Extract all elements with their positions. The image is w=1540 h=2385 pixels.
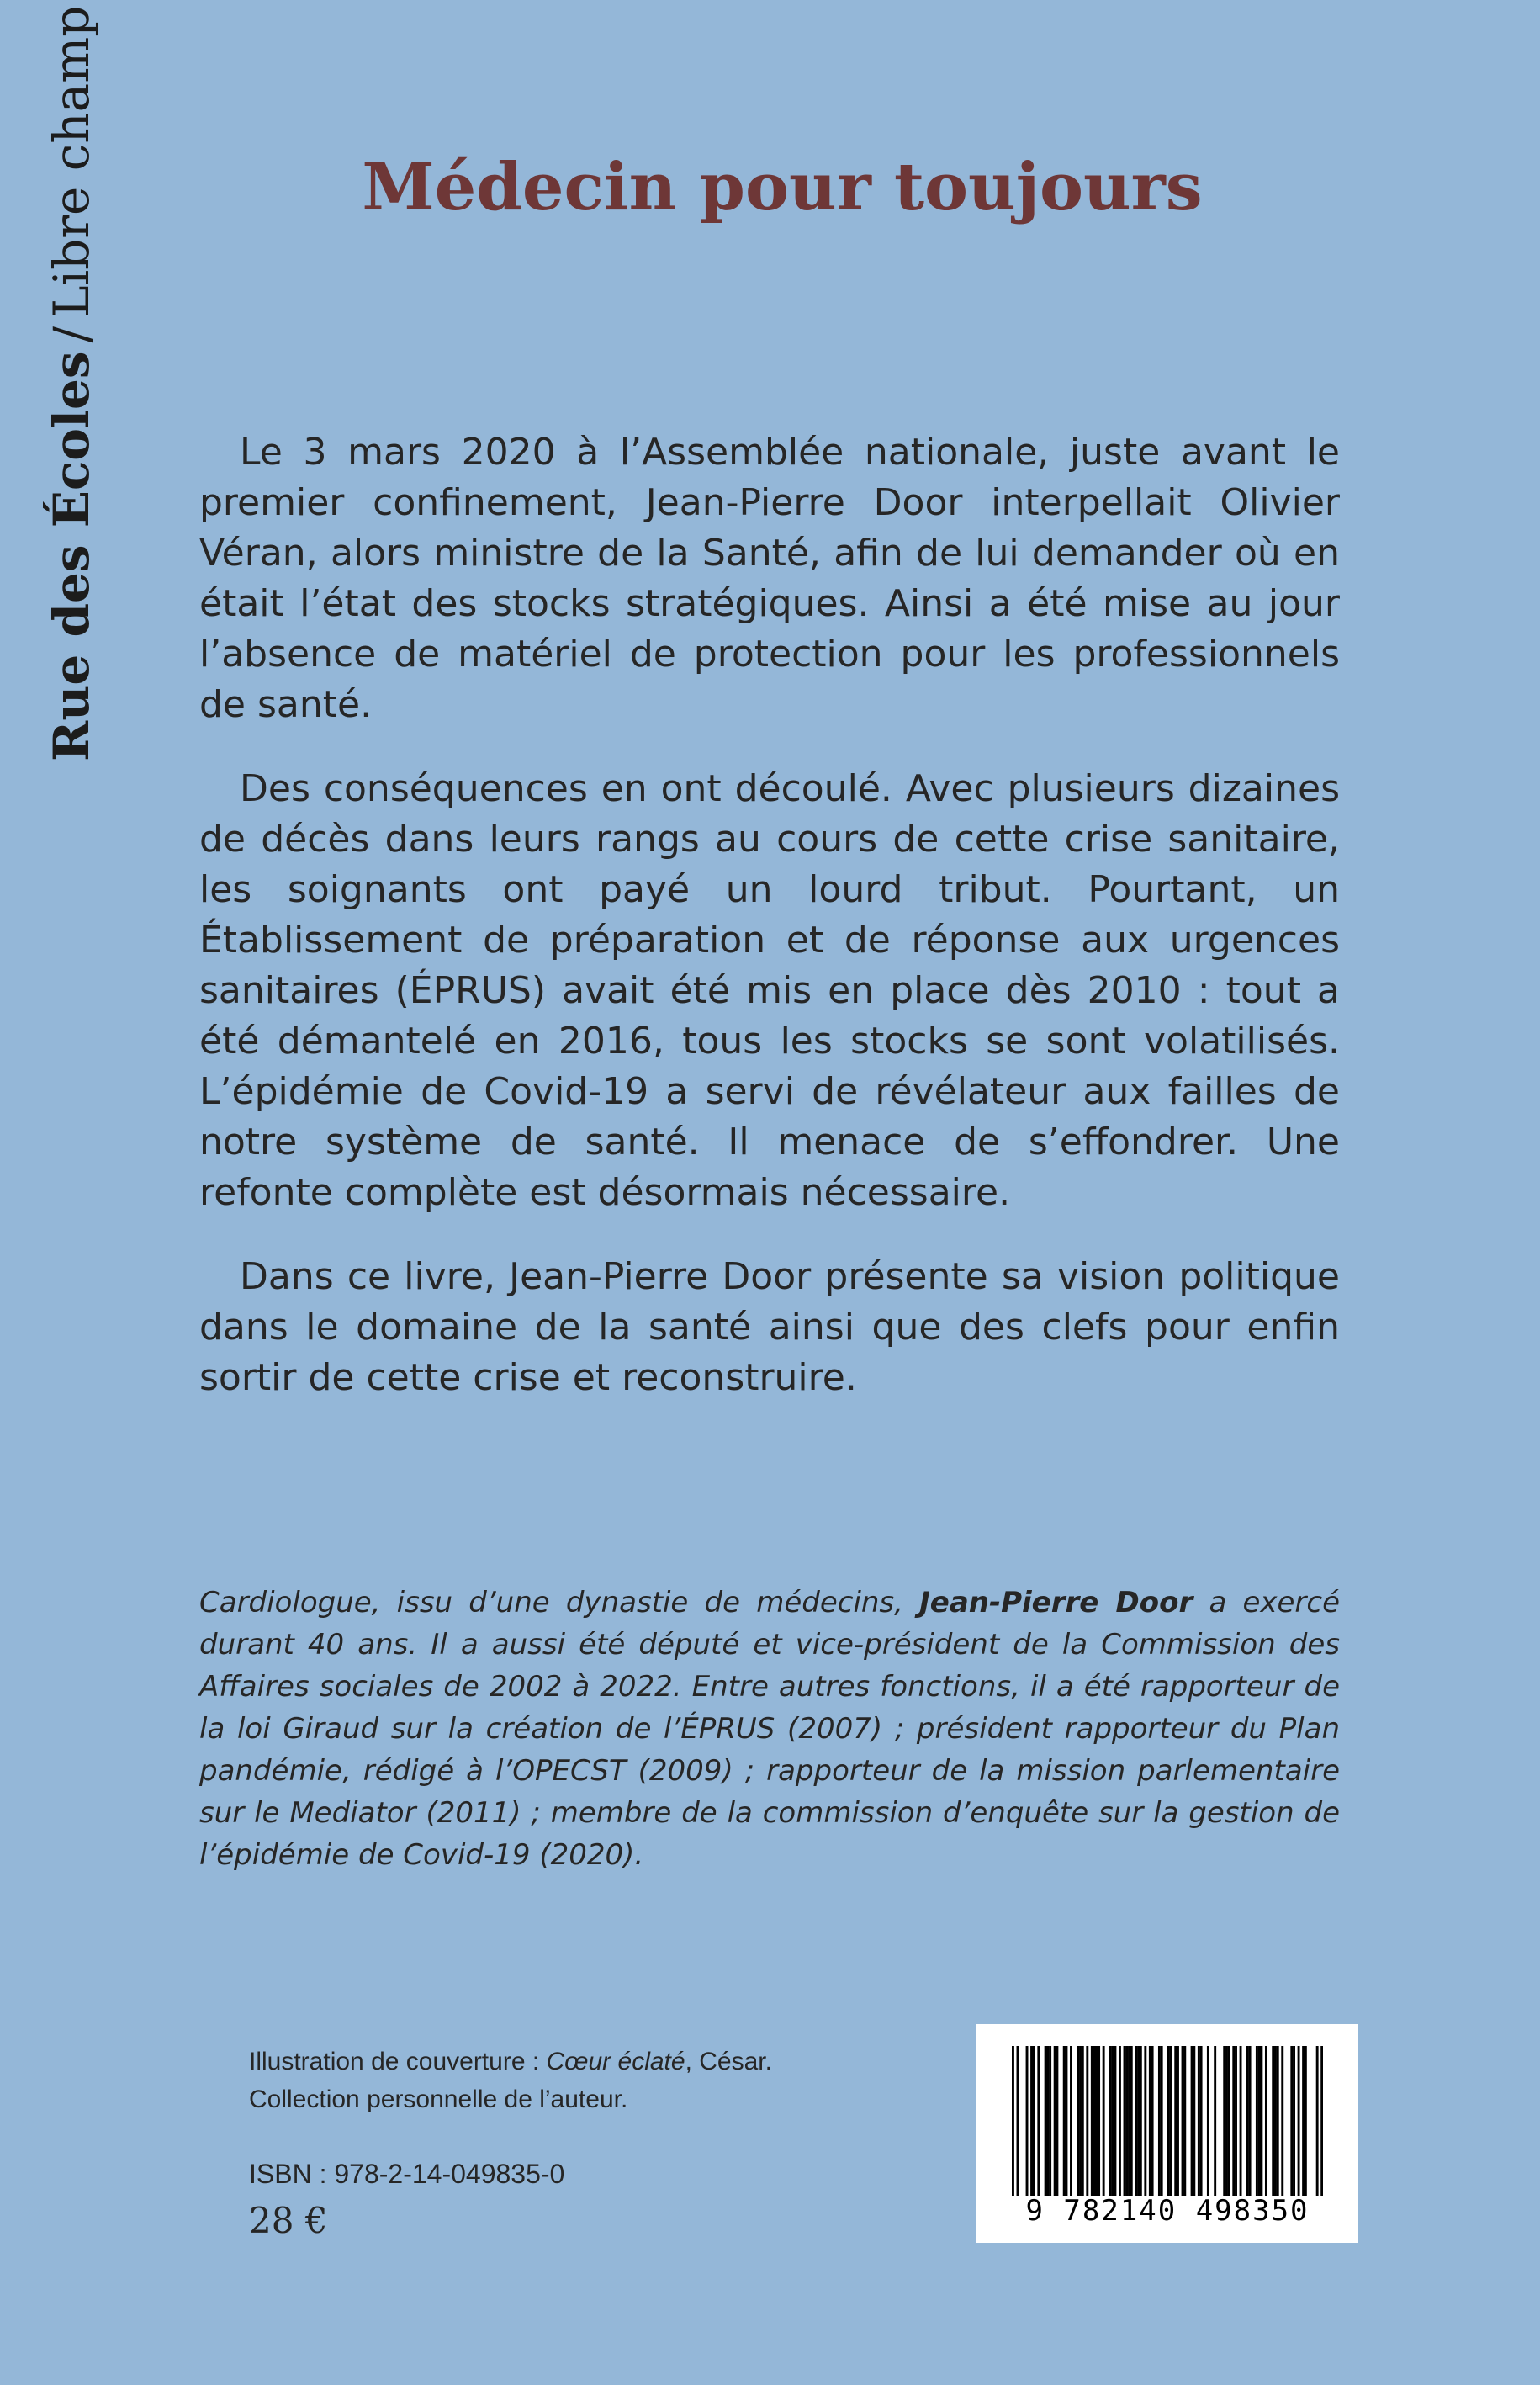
barcode-bar — [1277, 2046, 1279, 2196]
barcode — [976, 2024, 1358, 2243]
barcode-digits: 9 782140 498350 — [1025, 2194, 1310, 2228]
barcode-bar — [1012, 2046, 1014, 2196]
collection-name: Libre champ — [43, 5, 100, 318]
barcode-bar — [1207, 2046, 1209, 2196]
author-bio — [199, 1582, 1340, 1876]
barcode-bar — [1130, 2046, 1133, 2196]
barcode-bar — [1137, 2046, 1140, 2196]
illustration-artist: , César. — [685, 2048, 772, 2075]
barcode-bar — [1235, 2046, 1237, 2196]
barcode-bar — [1033, 2046, 1035, 2196]
barcode-bar — [1256, 2046, 1258, 2196]
barcode-bar — [1079, 2046, 1082, 2196]
barcode-bar — [1140, 2046, 1142, 2196]
collection-note: Collection personnelle de l’auteur. — [249, 2086, 628, 2113]
barcode-bar — [1260, 2046, 1262, 2196]
barcode-bar — [1056, 2046, 1058, 2196]
barcode-bar — [1193, 2046, 1195, 2196]
barcode-bar — [1293, 2046, 1295, 2196]
barcode-bar — [1200, 2046, 1203, 2196]
spine-text — [42, 5, 101, 761]
bio-text-before: Cardiologue, issu d’une dynastie de médecins, — [199, 1586, 920, 1619]
barcode-bar — [1161, 2046, 1163, 2196]
summary — [199, 427, 1340, 1437]
barcode-bars — [1012, 2046, 1323, 2196]
barcode-bar — [1182, 2046, 1184, 2196]
barcode-bar — [1316, 2046, 1319, 2196]
barcode-bar — [1054, 2046, 1056, 2196]
summary-paragraph: Des conséquences en ont découlé. Avec plusieurs dizaines de décès dans leurs rangs au cours de cette crise sanitaire, les soignants ont payé un lourd tribut. Pourtant, un Établissement de préparation et de réponse aux urgences sanitaires (ÉPRUS) avait été mis en place dès 2010 : tout a été démantelé en 2016, tous les stocks se sont volatilisés. L’épidémie de Covid-19 a servi de révélateur aux failles de notre système de santé. Il menace de s’effondrer. Une refonte complète est désormais nécessaire. — [199, 767, 1340, 1214]
barcode-bar — [1225, 2046, 1228, 2196]
barcode-bar — [1158, 2046, 1161, 2196]
barcode-bar — [1070, 2046, 1072, 2196]
barcode-bar — [1066, 2046, 1068, 2196]
barcode-bar — [1103, 2046, 1105, 2196]
barcode-bar — [1125, 2046, 1128, 2196]
barcode-bar — [1174, 2046, 1177, 2196]
barcode-bar — [1046, 2046, 1049, 2196]
barcode-bar — [1170, 2046, 1172, 2196]
barcode-bar — [1281, 2046, 1283, 2196]
barcode-bar — [1214, 2046, 1216, 2196]
barcode-bar — [1030, 2046, 1033, 2196]
barcode-bar — [1198, 2046, 1200, 2196]
barcode-bar — [1082, 2046, 1084, 2196]
barcode-bar — [1265, 2046, 1267, 2196]
barcode-bar — [1093, 2046, 1096, 2196]
barcode-bar — [1098, 2046, 1100, 2196]
barcode-bar — [1017, 2046, 1019, 2196]
barcode-bar — [1135, 2046, 1137, 2196]
barcode-bar — [1272, 2046, 1274, 2196]
barcode-bar — [1026, 2046, 1029, 2196]
illustration-prefix: Illustration de couverture : — [249, 2048, 547, 2075]
barcode-bar — [1274, 2046, 1277, 2196]
series-name: Rue des Écoles — [43, 351, 100, 761]
barcode-bar — [1258, 2046, 1261, 2196]
barcode-bar — [1298, 2046, 1300, 2196]
bio-text-after: a exercé durant 40 ans. Il a aussi été député et vice-président de la Commission des Affaires sociales de 2002 à 2022. Entre autres fonctions, il a été rapporteur de la loi Giraud sur la création de l’ÉPRUS (2007) ; président rapporteur du Plan pandémie, rédigé à l’OPECST (2009) ; rapporteur de la mission parlementaire sur le Mediator (2011) ; membre de la commission d’enquête sur la gestion de l’épidémie de Covid-19 (2020). — [199, 1586, 1341, 1872]
barcode-bar — [1112, 2046, 1114, 2196]
barcode-bar — [1177, 2046, 1179, 2196]
series-separator: / — [43, 326, 100, 343]
barcode-bar — [1086, 2046, 1088, 2196]
barcode-bar — [1049, 2046, 1051, 2196]
barcode-bar — [1128, 2046, 1130, 2196]
barcode-bar — [1144, 2046, 1146, 2196]
illustration-credit — [249, 2043, 905, 2080]
barcode-bar — [1302, 2046, 1305, 2196]
barcode-bar — [1183, 2046, 1186, 2196]
barcode-bar — [1109, 2046, 1112, 2196]
barcode-bar — [1320, 2046, 1323, 2196]
barcode-bar — [1045, 2046, 1047, 2196]
barcode-bar — [1037, 2046, 1040, 2196]
barcode-bar — [1167, 2046, 1170, 2196]
barcode-bar — [1114, 2046, 1116, 2196]
book-title: Médecin pour toujours — [362, 149, 1203, 225]
barcode-bar — [1149, 2046, 1151, 2196]
summary-paragraph: Le 3 mars 2020 à l’Assemblée nationale, juste avant le premier confinement, Jean-Pierre Door interpellait Olivier Véran, alors ministre de la Santé, afin de lui demander où en était l’état des stocks stratégiques. Ainsi a été mise au jour l’absence de matériel de protection pour les professionnels de santé. — [199, 431, 1340, 726]
barcode-bar — [1091, 2046, 1093, 2196]
barcode-bar — [1077, 2046, 1079, 2196]
artwork-title: Cœur éclaté — [546, 2048, 685, 2075]
barcode-bar — [1095, 2046, 1098, 2196]
barcode-bar — [1290, 2046, 1293, 2196]
cover-credits — [249, 2043, 905, 2118]
barcode-bar — [1151, 2046, 1154, 2196]
barcode-bar — [1305, 2046, 1307, 2196]
barcode-bar — [1223, 2046, 1225, 2196]
barcode-bar — [1249, 2046, 1252, 2196]
barcode-bar — [1240, 2046, 1242, 2196]
barcode-bar — [1124, 2046, 1126, 2196]
price: 28 € — [249, 2200, 328, 2241]
barcode-bar — [1232, 2046, 1235, 2196]
author-name: Jean-Pierre Door — [919, 1586, 1193, 1619]
isbn: ISBN : 978-2-14-049835-0 — [249, 2159, 565, 2189]
barcode-bar — [1063, 2046, 1066, 2196]
barcode-bar — [1119, 2046, 1121, 2196]
summary-paragraph: Dans ce livre, Jean-Pierre Door présente sa vision politique dans le domaine de la santé ainsi que des clefs pour enfin sortir de cette crise et reconstruire. — [199, 1255, 1340, 1399]
barcode-bar — [1191, 2046, 1193, 2196]
barcode-bar — [1228, 2046, 1230, 2196]
barcode-bar — [1246, 2046, 1249, 2196]
